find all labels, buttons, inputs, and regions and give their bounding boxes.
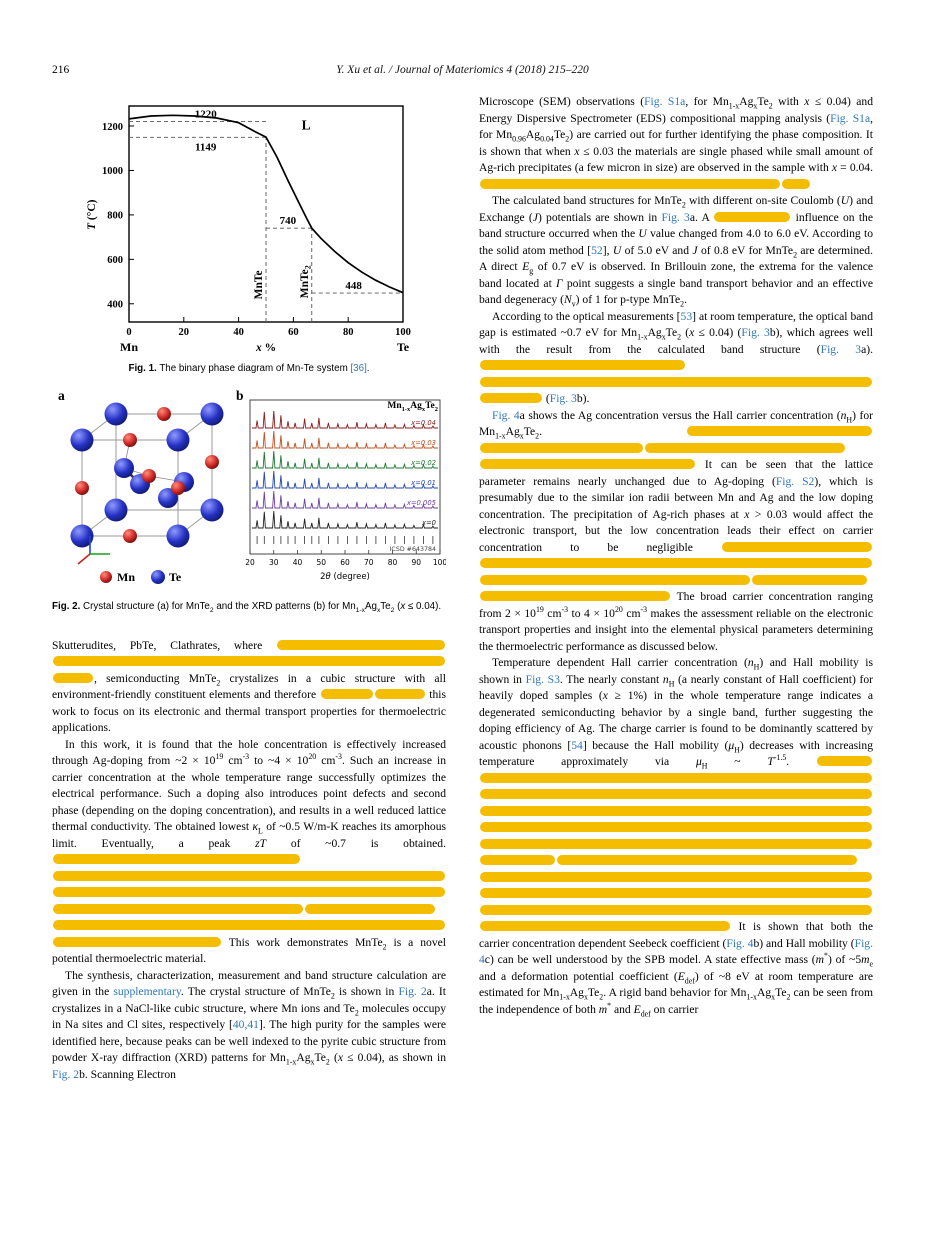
svg-text:x=0.02: x=0.02 (411, 459, 436, 467)
text-run: a. It crystalizes in a NaCl-like cubic structure, where Mn ions and $Te_2$ molecules occupy in Na sites and Cl sites, respectively [ (52, 985, 447, 1031)
text-run: Skutterudites, PbTe, Clathrates, where (52, 638, 276, 652)
crystal-structure-panel (56, 388, 228, 592)
text-run: It is shown that both the carrier concentration dependent Seebeck coefficient ( (479, 920, 873, 950)
svg-text:2θ (degree): 2θ (degree) (320, 572, 370, 582)
svg-text:448: 448 (345, 280, 362, 293)
text-run: a shows the Ag concentration versus the Hall carrier concentration $(n_H)$ for $Mn_{1-x}Ag_xTe_2$. (479, 408, 873, 441)
redaction-highlight (480, 360, 685, 370)
crystal-structure-image (56, 392, 228, 597)
redaction-highlight (480, 822, 872, 832)
svg-text:1220: 1220 (194, 108, 217, 121)
redaction-highlight (480, 558, 872, 568)
redaction-highlight (714, 212, 790, 222)
redaction-highlight (53, 673, 93, 683)
svg-text:0: 0 (126, 327, 132, 338)
svg-text:1200: 1200 (102, 121, 123, 133)
redaction-highlight (480, 855, 555, 865)
redaction-highlight (480, 872, 872, 882)
redaction-highlight (557, 855, 857, 865)
paragraph (52, 638, 446, 737)
svg-text:x=0: x=0 (421, 519, 436, 527)
paragraph (479, 309, 873, 408)
inline-link[interactable]: Fig. S2 (775, 474, 815, 488)
svg-text:MnTe: MnTe (253, 270, 265, 300)
text-run: The binary phase diagram of Mn-Te system (156, 363, 351, 374)
figure-2 (52, 388, 446, 614)
svg-text:20: 20 (178, 327, 190, 338)
redaction-highlight (687, 426, 872, 436)
left-column-text (52, 638, 446, 1084)
text-run: c) can be well understood by the SPB model. A state effective mass (m*) of $\sim 5m_e$ and a deformation potential coefficient $(E_{def})$ of ~8 eV at room temperature are estimated for $Mn_{1-x}Ag_xTe_2$. A rigid band behavior for $Mn_{1-x}Ag_xTe_2$ can be seen from the independence of both m* and $E_{def}$ on carrier (479, 951, 874, 1018)
svg-text:x=0.005: x=0.005 (406, 499, 436, 507)
text-run: This work demonstrates MnTe$_2$ is a novel potential thermoelectric material. (52, 935, 446, 965)
text-run: , semiconducting MnTe$_2$ crystalizes in a cubic structure with all environment-friendly constituent elements and therefore (52, 671, 446, 701)
redaction-highlight (752, 575, 867, 585)
figure-1-caption (52, 363, 446, 374)
paragraph (52, 968, 446, 1084)
two-column-body (52, 94, 873, 1083)
text-run: . (366, 363, 370, 374)
redaction-highlight (480, 393, 542, 403)
inline-link[interactable]: 52 (591, 243, 603, 257)
redaction-highlight (53, 871, 445, 881)
redaction-highlight (480, 839, 872, 849)
redaction-highlight (53, 656, 445, 666)
svg-text:Te: Te (396, 340, 410, 354)
svg-text:60: 60 (340, 558, 350, 567)
svg-text:80: 80 (387, 558, 398, 567)
svg-text:30: 30 (268, 558, 279, 567)
redaction-highlight (53, 904, 303, 914)
phase-diagram (52, 94, 446, 358)
redaction-highlight (480, 443, 643, 453)
right-column-text (479, 94, 873, 1018)
text-run: ( (543, 392, 550, 405)
phase-diagram-plot (81, 94, 417, 358)
text-run: ] at room temperature, the optical band gap is estimated ~0.7 eV for $Mn_{1-x}Ag_xTe_2$ (x ≤ 0.04) ( (479, 309, 873, 342)
inline-link[interactable]: Fig. 2 (52, 1067, 80, 1081)
left-column (52, 94, 446, 1083)
figure-2-panels (56, 388, 446, 592)
text-run: ]. The high purity for the samples were identified here, because peaks can be well indexed to the pyrite cubic structure from powder X-ray diffraction (XRD) patterns for $Mn_{1-x}Ag_xTe_2$ (x ≤ 0.04), as shown in (52, 1018, 446, 1067)
inline-link[interactable]: Fig. S1a (644, 95, 686, 108)
inline-link[interactable]: Fig. 4 (492, 408, 520, 422)
redaction-highlight (480, 591, 670, 601)
svg-text:90: 90 (411, 558, 422, 567)
redaction-highlight (480, 921, 730, 931)
inline-link[interactable]: 54 (571, 738, 583, 752)
redaction-highlight (817, 756, 872, 766)
text-run: . The nearly constant $n_H$ (a nearly constant of Hall coefficient) for heavily doped samples (x ≥ 1%) in the whole temperature range indicates a degenerated semiconducting behavior by a single band, further suggesting the doping efficiency of Ag. The charge carrier is found to be dominantly scattered by acoustic phonons [ (479, 672, 873, 752)
text-run: $Mn_{1-x}Ag_xTe_2$ (387, 401, 438, 413)
crystal-structure-drawing (56, 392, 228, 592)
inline-link[interactable]: Fig. S3 (525, 672, 560, 686)
svg-text:40: 40 (292, 558, 303, 567)
running-head: Y. Xu et al. / Journal of Materiomics 4 (2018) 215–220 (336, 64, 589, 76)
svg-text:600: 600 (107, 255, 123, 267)
text-run: Temperature dependent Hall carrier concentration $(n_H)$ and Hall mobility is shown in (479, 656, 873, 686)
svg-text:L: L (301, 117, 311, 133)
paragraph (479, 193, 873, 309)
svg-text:60: 60 (288, 327, 299, 338)
text-run: The broad carrier concentration ranging from $2 \times 10^{19}$ $cm^{-3}$ to $4 \times 10^{20}$ $cm^{-3}$ makes the assessment reliable on the electronic transport properties and insight into the elemental physical parameters determining the thermoelectric performance as discussed below. (479, 590, 873, 653)
redaction-highlight (480, 773, 872, 783)
svg-text:1000: 1000 (102, 166, 123, 178)
text-run: In this work, it is found that the hole concentration is effectively increased through Ag-doping from ~2 × $10^{19}$ $cm^{-3}$ to ~4 × $10^{20}$ $cm^{-3}$. Such an increase in carrier concentration at the whole temperature range successfully optimizes the electrical performance. Such a doping also introduces point defects and second phase (depending on the doping concentration), and results in a well reduced lattice thermal conductivity. The obtained lowest $\kappa_L$ of ~0.5 W/m-K reaches its amorphous limit. Eventually, a peak zT of ~0.7 is obtained. (52, 737, 447, 850)
paragraph (52, 737, 446, 968)
text-run: It can be seen that the lattice parameter remains nearly unchanged due to Ag-doping ( (479, 458, 873, 488)
svg-text:40: 40 (233, 327, 244, 338)
redaction-highlight (645, 443, 845, 453)
text-run: , for $Mn_{1-x}Ag_xTe_2$ with x ≤ 0.04) and Energy Dispersive Spectrometer (EDS) compositional mapping analysis ( (479, 95, 873, 125)
svg-text:100: 100 (432, 558, 446, 567)
text-run: Crystal structure (a) for MnTe$_2$ and the XRD patterns (b) for $Mn_{1-x}Ag_xTe_2$ (x ≤ 0.04). (80, 601, 442, 614)
svg-text:20: 20 (245, 558, 255, 567)
svg-text:T (°C): T (°C) (86, 199, 98, 230)
svg-text:MnTe2: MnTe$_2$ (298, 265, 313, 299)
redaction-highlight (782, 179, 810, 189)
text-run: The calculated band structures for MnTe$_2$ with different on-site Coulomb (U) and Exchange (J) potentials are shown in (479, 194, 874, 224)
svg-text:70: 70 (363, 558, 374, 567)
panel-label-a: a (58, 388, 65, 403)
redaction-highlight (321, 689, 373, 699)
text-run: influence on the band structure occurred when the U value changed from 4.0 to 6.0 eV. According to the solid atom method [ (479, 210, 873, 257)
svg-text:1149: 1149 (195, 141, 217, 154)
text-run: ], U of 5.0 eV and J of 0.8 eV for MnTe$_2$ are determined. A direct $E_g$ of 0.7 eV is observed. In Brillouin zone, the extrema for the valence band located at Γ point suggests a single band transport behavior and an effective band degeneracy $(N_v)$ of 1 for p-type MnTe$_2$. (479, 243, 874, 309)
redaction-highlight (480, 179, 780, 189)
text-run: b) and Hall mobility ( (753, 936, 855, 950)
svg-text:ICSD #643784: ICSD #643784 (389, 546, 436, 553)
xrd-pattern-image (234, 392, 446, 597)
svg-text:x=0.01: x=0.01 (411, 479, 436, 487)
svg-text:400: 400 (107, 299, 123, 311)
text-run: The synthesis, characterization, measurement and band structure calculation are given in the (52, 968, 446, 998)
text-run: a. A (689, 210, 714, 224)
redaction-highlight (305, 904, 435, 914)
svg-text:50: 50 (316, 558, 327, 567)
svg-text:Mn: Mn (117, 570, 135, 584)
page-number: 216 (52, 64, 70, 76)
xrd-panel (234, 388, 446, 592)
right-column (479, 94, 873, 1083)
inline-link[interactable]: Fig. 3 (741, 326, 770, 339)
text-run: b), which agrees well with the result from the calculated band structure ( (479, 326, 873, 356)
svg-text:x=0.03: x=0.03 (411, 439, 436, 447)
text-run: , for $Mn_{0.96}Ag_{0.04}Te_2$) are carried out for further identifying the phase composition. It is shown that when x ≤ 0.03 the materials are single phased while small amount of Ag-rich precipitates (a few micron in size) are observed in the sample with x = 0.04. (479, 111, 874, 174)
redaction-highlight (53, 887, 445, 897)
text-run: this work to focus on its electronic and thermal transport properties for thermoelectric applications. (52, 688, 446, 734)
inline-link[interactable]: Fig. 2 (398, 985, 427, 998)
redaction-highlight (53, 937, 221, 947)
inline-link[interactable]: Fig. S1a (830, 111, 871, 125)
redaction-highlight (375, 689, 425, 699)
paragraph (479, 94, 873, 193)
svg-text:80: 80 (342, 327, 354, 338)
text-run: ] because the Hall mobility $(\mu_H)$ decreases with increasing temperature approximately via $\mu_H$ ~ $T^{-1.5}$. (479, 738, 873, 771)
redaction-highlight (722, 542, 872, 552)
redaction-highlight (480, 575, 750, 585)
figure-1 (52, 94, 446, 374)
inline-link[interactable]: Fig. 4 (479, 936, 874, 966)
redaction-highlight (480, 888, 872, 898)
paragraph (479, 655, 873, 1018)
text-run: b). (576, 392, 590, 405)
svg-text:800: 800 (107, 210, 123, 222)
text-run: a). (861, 342, 873, 356)
svg-text:100: 100 (395, 327, 411, 338)
svg-text:x %: x % (255, 342, 277, 354)
text-run: According to the optical measurements [ (492, 309, 681, 323)
inline-link[interactable]: Fig. 3 (820, 342, 862, 356)
panel-label-b: b (236, 388, 244, 403)
inline-link[interactable]: supplementary (113, 985, 181, 998)
redaction-highlight (480, 905, 872, 915)
svg-text:Te: Te (169, 570, 182, 584)
redaction-highlight (480, 789, 872, 799)
redaction-highlight (480, 806, 872, 816)
redaction-highlight (480, 377, 872, 387)
svg-text:x=0.04: x=0.04 (411, 419, 436, 427)
redaction-highlight (53, 920, 445, 930)
inline-link[interactable]: Fig. 4 (726, 936, 754, 950)
redaction-highlight (277, 640, 445, 650)
svg-text:740: 740 (279, 215, 297, 228)
caption-label: Fig. 1. (128, 363, 157, 374)
text-run: . The crystal structure of MnTe$_2$ is shown in (180, 985, 399, 1001)
inline-link[interactable]: Fig. 3 (661, 210, 690, 224)
svg-text:Mn: Mn (120, 340, 138, 354)
inline-link[interactable]: [36] (350, 363, 367, 374)
redaction-highlight (53, 854, 300, 864)
inline-link[interactable]: 53 (680, 309, 693, 323)
inline-link[interactable]: Fig. 3 (549, 392, 577, 405)
paragraph (479, 408, 873, 656)
text-run: b. Scanning Electron (79, 1067, 176, 1081)
xrd-pattern-plot (234, 392, 446, 592)
page-header (52, 64, 873, 80)
inline-link[interactable]: 40,41 (232, 1018, 259, 1031)
redaction-highlight (480, 459, 695, 469)
xrd-series-title (387, 401, 438, 411)
text-run: Microscope (SEM) observations ( (479, 95, 645, 108)
figure-2-caption (52, 601, 446, 614)
caption-label: Fig. 2. (52, 601, 81, 612)
text-run: ), which is presumably due to the similar ion radii between Mn and Ag and the low doping concentration. The precipitation of Ag-rich phases at x > 0.03 would affect the electronic transport, but the low concentration leads their effect on carrier concentration to be negligible (479, 474, 874, 554)
